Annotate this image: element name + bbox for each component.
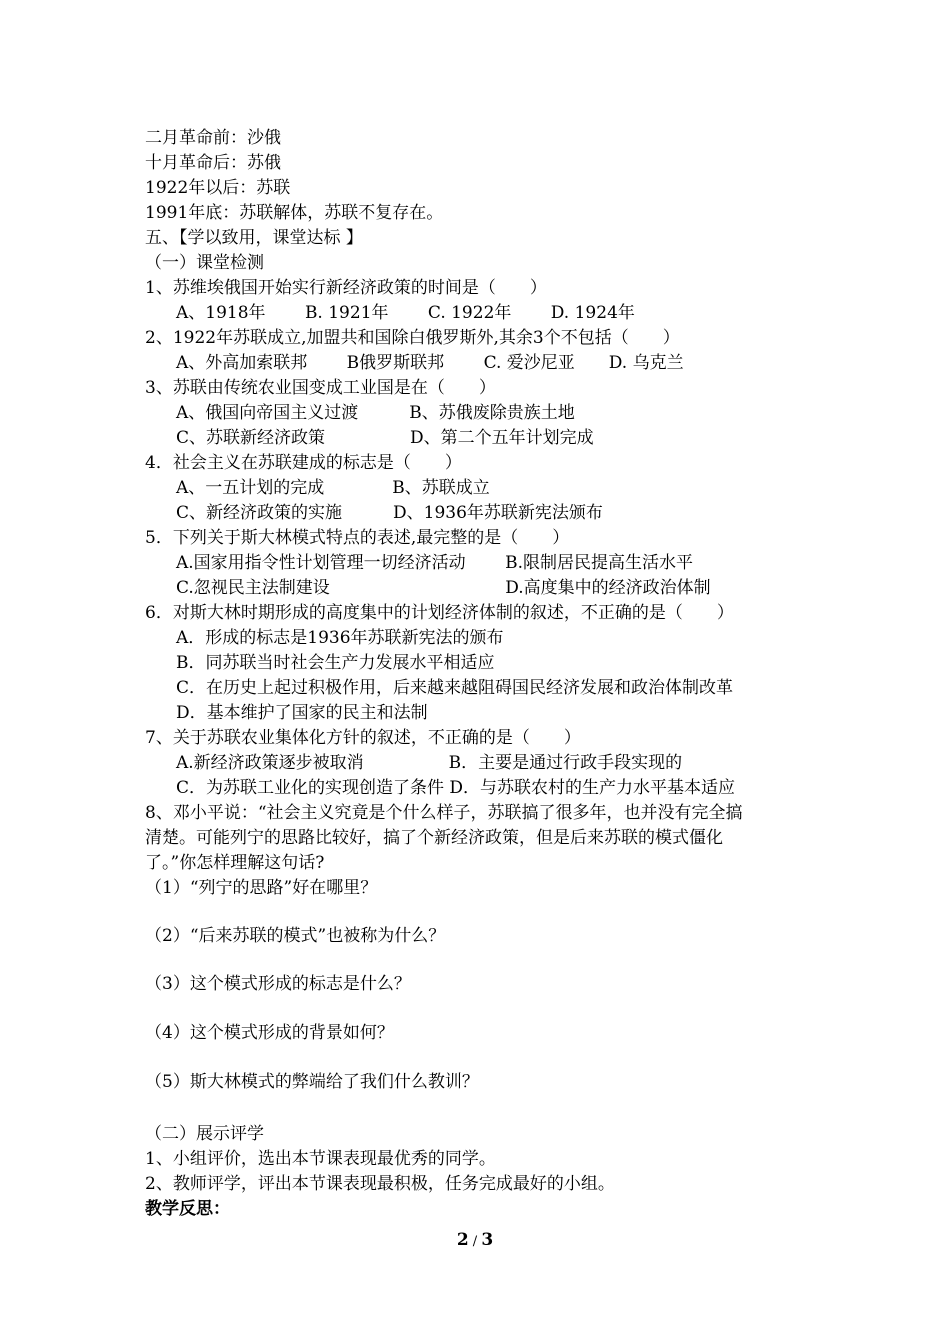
sub-question: （5）斯大林模式的弊端给了我们什么教训？ — [145, 1072, 479, 1092]
answer-option: C．在历史上起过积极作用，后来越来越阻碍国民经济发展和政治体制改革 — [176, 678, 734, 698]
answer-options: C.忽视民主法制建设 D.高度集中的经济政治体制 — [176, 578, 711, 598]
question: 3、苏联由传统农业国变成工业国是在（ ） — [145, 378, 496, 398]
text-line: 1922年以后：苏联 — [145, 178, 291, 198]
page-total: 3 — [481, 1230, 494, 1250]
text-line: 1991年底：苏联解体，苏联不复存在。 — [145, 203, 444, 223]
question: 2、1922年苏联成立,加盟共和国除白俄罗斯外,其余3个不包括（ ） — [145, 328, 680, 348]
text-line: 十月革命后：苏俄 — [145, 153, 281, 173]
text-line: 1、小组评价，选出本节课表现最优秀的同学。 — [145, 1149, 496, 1169]
answer-options: A、俄国向帝国主义过渡 B、苏俄废除贵族土地 — [176, 403, 575, 423]
answer-option: D．基本维护了国家的民主和法制 — [176, 703, 428, 723]
question: 7、关于苏联农业集体化方针的叙述，不正确的是（ ） — [145, 728, 581, 748]
answer-options: C、新经济政策的实施 D、1936年苏联新宪法颁布 — [176, 503, 603, 523]
page-current: 2 — [456, 1230, 469, 1250]
answer-option: A．形成的标志是1936年苏联新宪法的颁布 — [176, 628, 504, 648]
answer-options: C、苏联新经济政策 D、第二个五年计划完成 — [176, 428, 594, 448]
answer-options: A、外高加索联邦 B俄罗斯联邦 C. 爱沙尼亚 D. 乌克兰 — [176, 353, 684, 373]
sub-question: （1）“列宁的思路”好在哪里？ — [145, 878, 378, 898]
question-continued: 了。”你怎样理解这句话? — [145, 853, 325, 873]
question: 8、邓小平说：“社会主义究竟是个什么样子，苏联搞了很多年，也并没有完全搞 — [145, 803, 743, 823]
answer-options: A.国家用指令性计划管理一切经济活动 B.限制居民提高生活水平 — [176, 553, 693, 573]
text-line: 2、教师评学，评出本节课表现最积极，任务完成最好的小组。 — [145, 1174, 615, 1194]
question: 1、苏维埃俄国开始实行新经济政策的时间是（ ） — [145, 278, 547, 298]
answer-options: C．为苏联工业化的实现创造了条件 D．与苏联农村的生产力水平基本适应 — [176, 778, 736, 798]
sub-question: （3）这个模式形成的标志是什么？ — [145, 974, 411, 994]
text-line: 二月革命前：沙俄 — [145, 128, 281, 148]
question: 6．对斯大林时期形成的高度集中的计划经济体制的叙述，不正确的是（ ） — [145, 603, 734, 623]
sub-question: （2）“后来苏联的模式”也被称为什么？ — [145, 926, 446, 946]
section-heading: 五、【学以致用，课堂达标 】 — [145, 228, 363, 248]
subsection-heading: （二）展示评学 — [145, 1124, 264, 1144]
question-continued: 清楚。可能列宁的思路比较好，搞了个新经济政策，但是后来苏联的模式僵化 — [145, 828, 723, 848]
answer-options: A.新经济政策逐步被取消 B．主要是通过行政手段实现的 — [176, 753, 683, 773]
page-number — [0, 1228, 950, 1254]
sub-question: （4）这个模式形成的背景如何？ — [145, 1023, 394, 1043]
answer-option: B．同苏联当时社会生产力发展水平相适应 — [176, 653, 495, 673]
reflection-heading: 教学反思： — [145, 1199, 230, 1219]
answer-options: A、一五计划的完成 B、苏联成立 — [176, 478, 490, 498]
subsection-heading: （一）课堂检测 — [145, 253, 264, 273]
page-separator: / — [468, 1234, 482, 1249]
answer-options: A、1918年 B. 1921年 C. 1922年 D. 1924年 — [176, 303, 635, 323]
question: 5．下列关于斯大林模式特点的表述,最完整的是（ ） — [145, 528, 570, 548]
question: 4．社会主义在苏联建成的标志是（ ） — [145, 453, 462, 473]
